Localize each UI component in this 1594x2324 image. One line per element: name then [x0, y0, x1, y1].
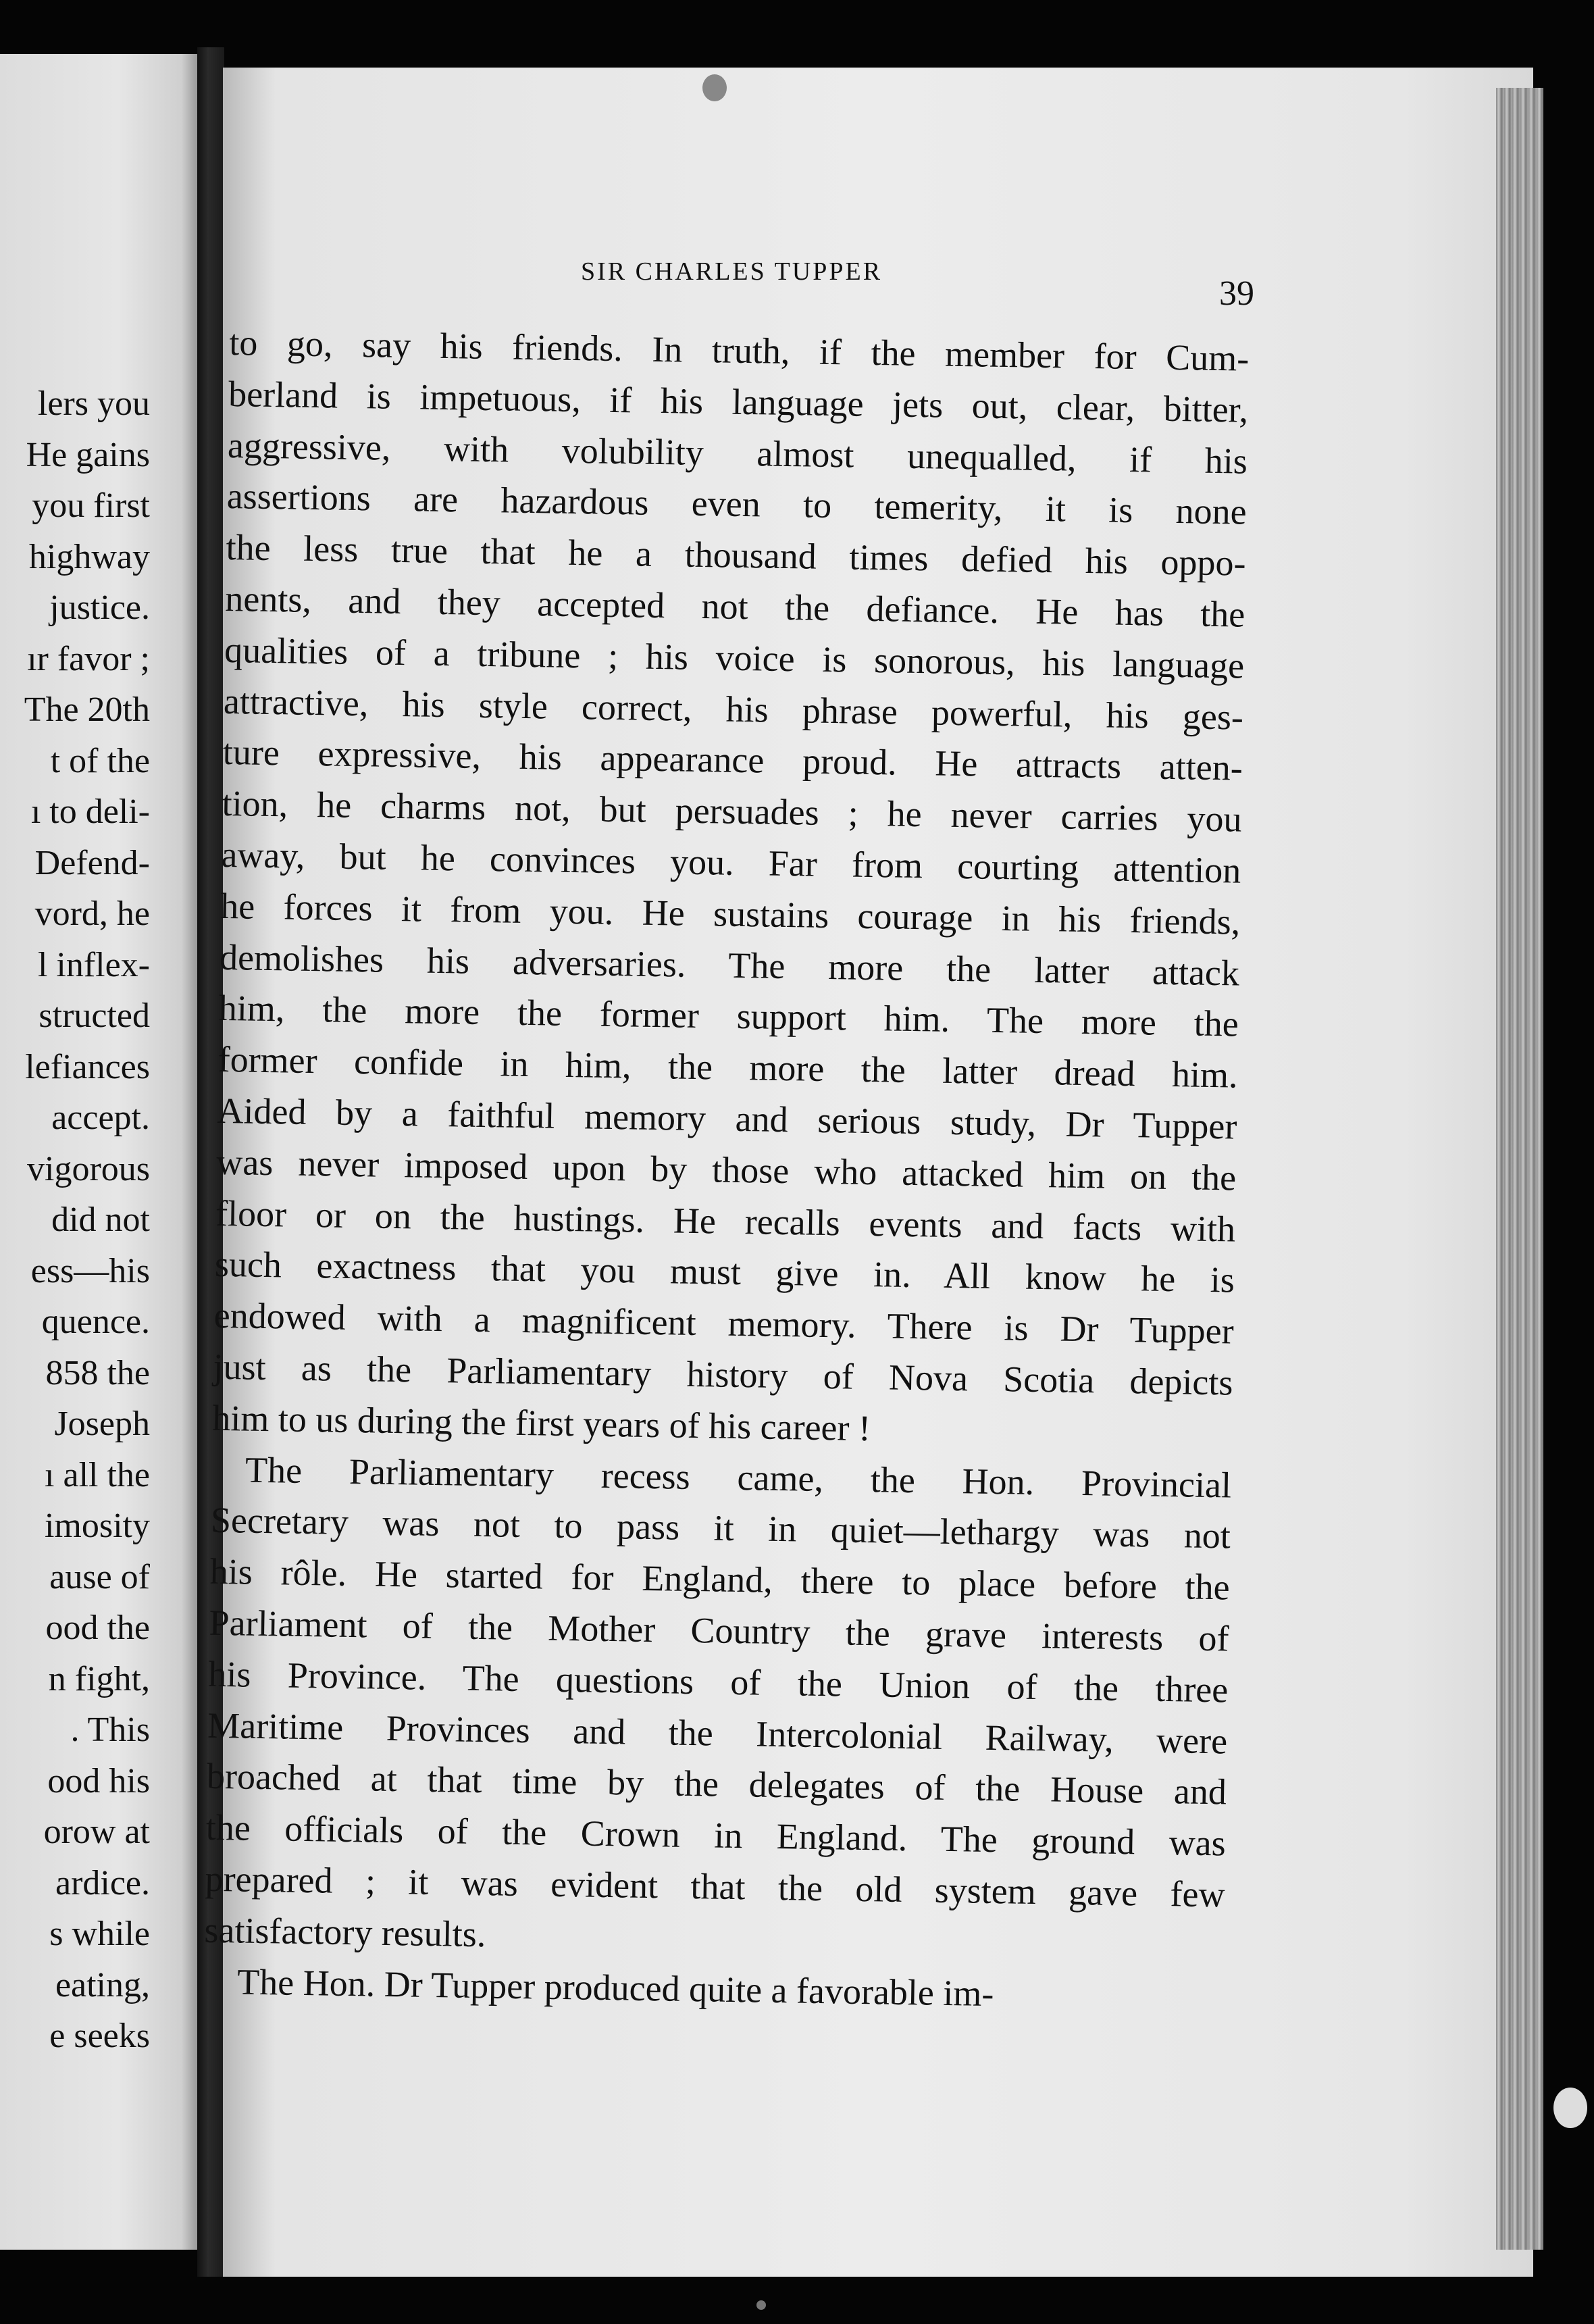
text-line: assertions are hazardous even to temerity, it is none — [226, 476, 1248, 533]
left-page-line: justice. — [49, 588, 150, 627]
text-line: him to us during the first years of his career ! — [211, 1397, 871, 1448]
dust-speck — [702, 74, 727, 101]
text-line: Parliament of the Mother Country the grave interests of — [209, 1602, 1229, 1659]
left-page-line: ood his — [47, 1761, 150, 1800]
text-line: satisfactory results. — [204, 1909, 486, 1954]
text-line: was never imposed upon by those who attacked him on the — [215, 1141, 1237, 1198]
left-page-line: lefiances — [25, 1047, 150, 1086]
left-page-line: The 20th — [24, 690, 150, 729]
text-line: such exactness that you must give in. All know he is — [214, 1244, 1235, 1300]
text-line: he forces it from you. He sustains courage in his friends, — [220, 885, 1241, 942]
text-line: broached at that time by the delegates of the House and — [206, 1756, 1227, 1813]
text-line: the less true that he a thousand times defied his oppo- — [226, 527, 1246, 584]
text-line: berland is impetuous, if his language jets out, clear, bitter, — [228, 373, 1249, 430]
left-page — [0, 54, 197, 2250]
left-page-line: ı all the — [45, 1455, 150, 1494]
body-text — [203, 318, 1250, 2023]
left-page-line: 858 the — [45, 1353, 150, 1392]
page-edges — [1496, 88, 1543, 2250]
left-page-line: . This — [70, 1711, 150, 1749]
text-line: floor or on the hustings. He recalls events and facts with — [215, 1192, 1236, 1250]
left-page-line: orow at — [43, 1813, 150, 1851]
text-line: aggressive, with volubility almost unequalled, if his — [227, 424, 1248, 482]
paragraph — [212, 318, 1250, 1460]
left-page-line: eating, — [55, 1965, 150, 2004]
text-line: tion, he charms not, but persuades ; he never carries you — [222, 783, 1242, 840]
left-page-text — [24, 378, 150, 2062]
left-page-line: t of the — [50, 741, 150, 780]
text-line: ture expressive, his appearance proud. He attracts atten- — [222, 732, 1243, 789]
text-line: him, the more the former support him. The more the — [218, 988, 1239, 1044]
text-line: attractive, his style correct, his phrase powerful, his ges- — [223, 680, 1244, 738]
left-page-line: vigorous — [27, 1149, 150, 1188]
left-page-line: He gains — [26, 435, 150, 474]
left-page-line: accept. — [51, 1098, 150, 1137]
page-number: 39 — [1219, 274, 1254, 313]
left-page-line: lers you — [37, 384, 150, 423]
paragraph — [204, 1444, 1232, 1972]
left-page-line: ause of — [49, 1557, 150, 1596]
left-page-line: ır favor ; — [27, 639, 150, 678]
text-line: The Hon. Dr Tupper produced quite a favorable im- — [236, 1961, 994, 2014]
left-page-line: structed — [38, 996, 150, 1035]
left-page-line: ess—his — [30, 1251, 150, 1290]
left-page-line: vord, he — [34, 894, 150, 933]
left-page-line: ı to deli- — [30, 792, 150, 831]
left-page-line: Defend- — [34, 843, 150, 882]
left-page-line: imosity — [44, 1507, 150, 1545]
text-line: endowed with a magnificent memory. There is Dr Tupper — [213, 1294, 1235, 1352]
text-line: just as the Parliamentary history of Nova Scotia depicts — [213, 1346, 1233, 1403]
left-page-line: quence. — [41, 1303, 150, 1341]
text-line: his Province. The questions of the Union of the three — [207, 1653, 1229, 1711]
text-line: demolishes his adversaries. The more the latter attack — [219, 936, 1240, 994]
text-line: to go, say his friends. In truth, if the member for Cum- — [228, 322, 1250, 379]
text-line: nents, and they accepted not the defiance. He has the — [224, 578, 1245, 635]
left-page-line: you first — [32, 486, 150, 525]
running-head: SIR CHARLES TUPPER — [581, 257, 883, 286]
text-line: Aided by a faithful memory and serious study, Dr Tupper — [217, 1090, 1237, 1147]
left-page-line: ood the — [45, 1609, 150, 1647]
left-page-line: Joseph — [54, 1405, 150, 1443]
text-line: the officials of the Crown in England. The ground was — [205, 1807, 1227, 1864]
left-page-line: ardice. — [55, 1863, 150, 1902]
left-page-line: s while — [49, 1915, 150, 1953]
text-line: prepared ; it was evident that the old system gave few — [205, 1858, 1225, 1915]
left-page-line: did not — [51, 1201, 150, 1239]
text-line: The Parliamentary recess came, the Hon. Provincial — [245, 1449, 1232, 1506]
text-line: his rôle. He started for England, there to place before the — [209, 1550, 1231, 1608]
text-line: Secretary was not to pass it in quiet—lethargy was not — [210, 1500, 1231, 1557]
text-line: away, but he convinces you. Far from courting attention — [221, 834, 1241, 891]
text-line: former confide in him, the more the latter dread him. — [217, 1039, 1239, 1096]
left-page-line: highway — [28, 537, 150, 576]
text-line: qualities of a tribune ; his voice is sonorous, his language — [224, 629, 1245, 686]
left-page-line: n fight, — [48, 1659, 150, 1698]
left-page-line: e seeks — [49, 2017, 150, 2055]
dust-speck — [1553, 2088, 1587, 2128]
text-line: Maritime Provinces and the Intercolonial Railway, were — [207, 1704, 1228, 1761]
dust-speck — [756, 2300, 766, 2310]
left-page-line: l inflex- — [37, 945, 150, 984]
